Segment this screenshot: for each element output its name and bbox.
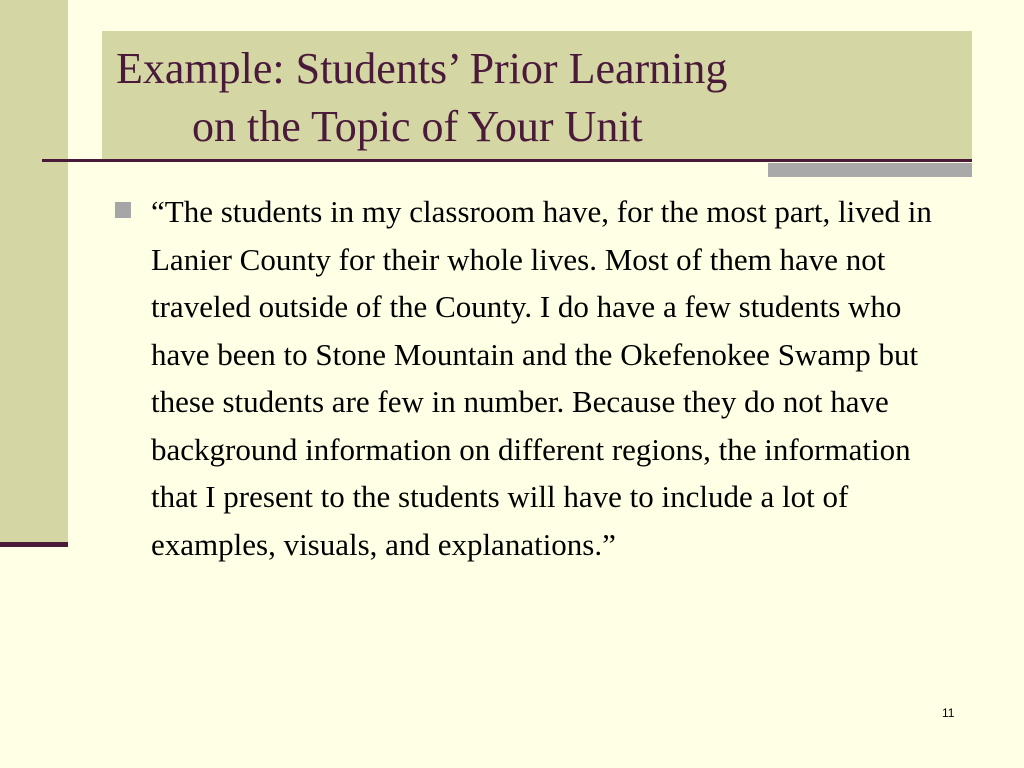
- square-bullet-icon: [115, 202, 131, 218]
- page-number: 11: [942, 706, 955, 720]
- bullet-item: [115, 188, 965, 568]
- title-divider-line: [42, 159, 972, 162]
- title-line-1: Example: Students’ Prior Learning: [116, 44, 728, 93]
- left-bar-base-rule: [0, 542, 68, 547]
- bullet-text: “The students in my classroom have, for the most part, lived in Lanier County for their whole lives. Most of them have not traveled outside of the County. I do have a few students who have been to Stone Mountain and the Okefenokee Swamp but these students are few in number. Because they do not have background information on different regions, the information that I present to the students will have to include a lot of examples, visuals, and explanations.”: [151, 194, 932, 562]
- title-accent-bar: [768, 163, 972, 177]
- title-line-2: on the Topic of Your Unit: [192, 102, 643, 151]
- left-decorative-bar: [0, 0, 68, 542]
- slide-title: [116, 40, 966, 156]
- slide-content: [115, 188, 965, 568]
